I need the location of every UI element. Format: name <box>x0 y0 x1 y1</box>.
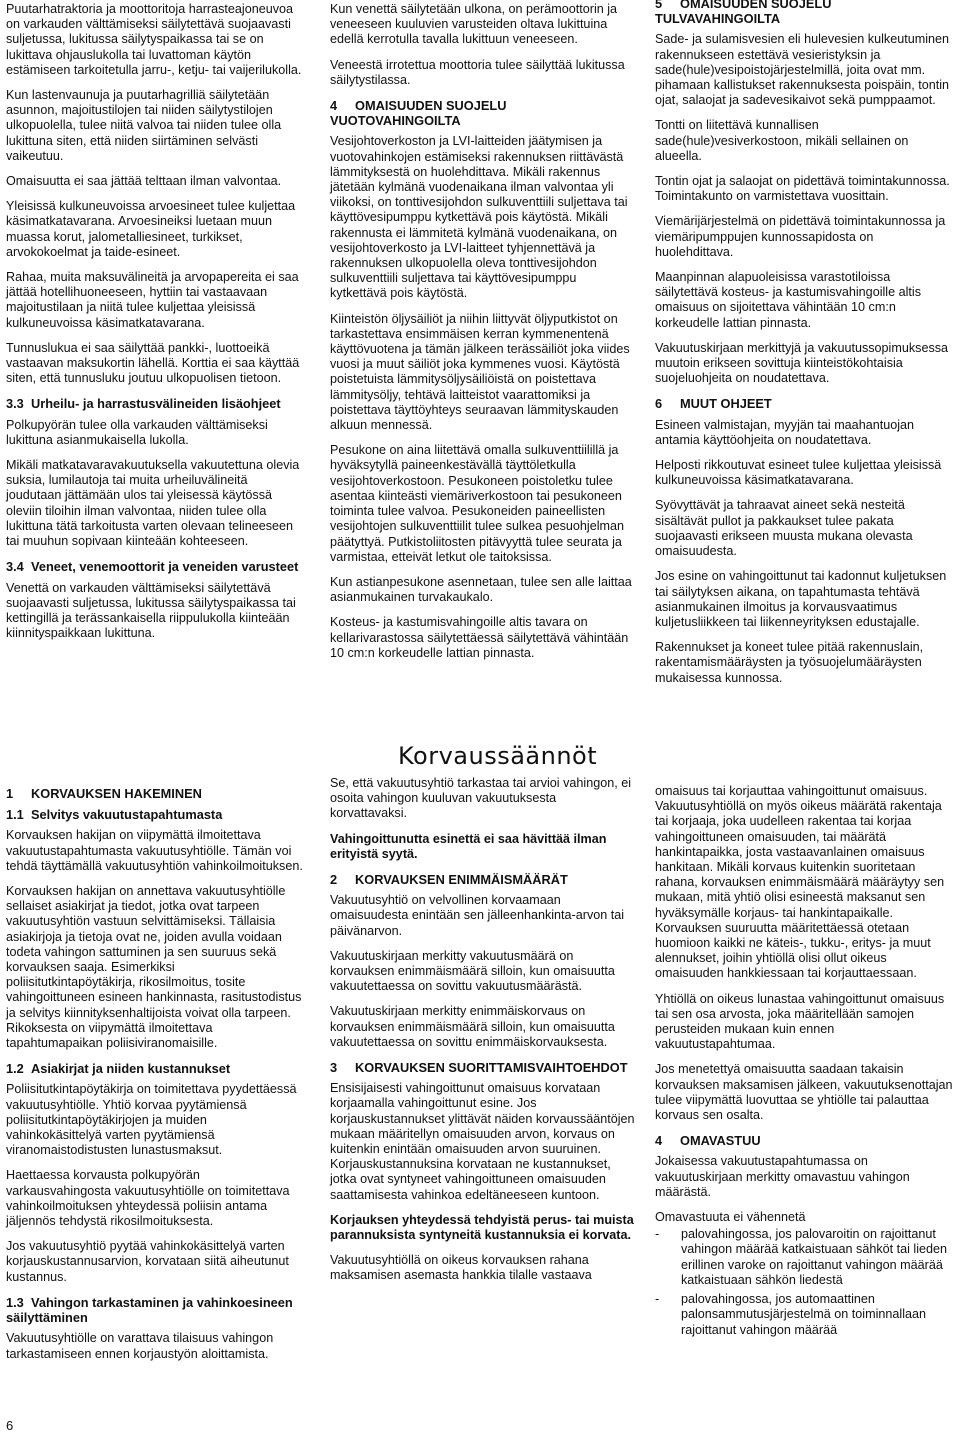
paragraph: Tunnuslukua ei saa säilyttää pankki-, luottoeikä vastaavan maksukortin lähellä. Korttia ei saa käyttää siten, että tunnusluku joutuu ulkopuolisen tietoon. <box>6 340 300 386</box>
heading-title: MUUT OHJEET <box>680 396 772 412</box>
heading-title: OMAISUUDEN SUOJELU VUOTOVAHINGOILTA <box>330 98 507 129</box>
paragraph: Kun astianpesukone asennetaan, tulee sen alle laittaa asianmukainen turvakaukalo. <box>330 574 632 605</box>
section-heading-4-omavastuu <box>655 1133 955 1148</box>
paragraph: Korvauksen hakijan on annettava vakuutusyhtiölle sellaiset asiakirjat ja tiedot, jotka ovat tarpeen vakuutusyhtiön vastuun selvittämiseksi. Tällaisia asiakirjoja ja tietoja ovat ne, joiden avulla voidaan todeta vahingon sattuminen ja sen suuruus sekä korvauksen saaja. Esimerkiksi poliisitutkintapöytäkirja, rikosilmoitus, tosite vahingoittuneen esineen hankinnasta, rasitustodistus ja selvitys kiinnityksenhaltijoista voivat olla tarpeen. Rikoksesta on viipymättä ilmoitettava tapahtumapaikan poliisiviranomaisille. <box>6 884 302 1051</box>
paragraph: Mikäli matkatavaravakuutuksella vakuutettuna olevia suksia, lumilautoja tai muita urheiluvälineitä joudutaan jättämään ulos tai yleisessä käytössä oleviin tiloihin ilman valvontaa, niiden tulee olla lukittuna tätä tarkoitusta varten olevaan telineeseen tai muuhun sopivaan kiinteään kohteeseen. <box>6 458 300 549</box>
paragraph: Vakuutuskirjaan merkitty enimmäiskorvaus on korvauksen enimmäismäärä silloin, kun omaisuutta vakuutettaessa on sovittu enimmäiskorvauksesta. <box>330 1004 615 1049</box>
paragraph: Syövyttävät ja tahraavat aineet sekä nesteitä sisältävät pullot ja pakkaukset tulee pakata suojaavasti erikseen muusta mukana olevasta omaisuudesta. <box>655 498 913 559</box>
paragraph: Rakennukset ja koneet tulee pitää rakennuslain, rakentamismääräysten ja työsuojelumääräysten mukaisessa kunnossa. <box>655 640 924 685</box>
paragraph: Yhtiöllä on oikeus lunastaa vahingoittunut omaisuus tai sen osa arvosta, joka määritellään samojen perusteiden mukaan kuin ennen vakuutustapahtumaa. <box>655 991 945 1052</box>
heading-title: KORVAUKSEN ENIMMÄISMÄÄRÄT <box>355 872 568 888</box>
paragraph: Venettä on varkauden välttämiseksi säilytettävä suojaavasti suljetussa, lukitussa säilytyspaikassa tai kettingillä ja terässankaisella riippulukolla kiinteään kiinnityspaikkaan lukittuna. <box>6 580 296 641</box>
heading-title: Asiakirjat ja niiden kustannukset <box>31 1061 231 1077</box>
list-dash: - <box>655 1292 660 1307</box>
top-column-2 <box>330 2 635 671</box>
paragraph: Rahaa, muita maksuvälineitä ja arvopapereita ei saa jättää hotellihuoneeseen, hyttiin tai vastaavaan majoitustilaan ja niitä tulee kuljettaa yleisissä kulkuneuvoissa käsimatkatavarana. <box>6 270 299 330</box>
heading-number: 4 <box>655 1133 663 1149</box>
list-item-text: palovahingossa, jos palovaroitin on rajoittanut vahingon määrää katkaistuaan sähköt tai lieden erillinen varoke on rajoittanut vahingon määrää katkaistuaan sähkön liedestä <box>681 1227 948 1287</box>
paragraph-bold: Vahingoittunutta esinettä ei saa hävittää ilman erityistä syytä. <box>330 831 607 861</box>
heading-title: OMAISUUDEN SUOJELU TULVAVAHINGOILTA <box>655 0 832 27</box>
bottom-column-3 <box>655 784 955 1342</box>
heading-number: 1.3 <box>6 1294 24 1310</box>
bottom-column-1 <box>6 786 306 1372</box>
heading-number: 3 <box>330 1060 338 1076</box>
paragraph: Tontti on liitettävä kunnallisen sade(hule)vesiverkostoon, mikäli sellainen on alueella. <box>655 118 909 163</box>
paragraph: Se, että vakuutusyhtiö tarkastaa tai arvioi vahingon, ei osoita vahingon kuuluvan vakuutuksesta korvattavaksi. <box>330 776 632 821</box>
heading-number: 1 <box>6 786 14 801</box>
paragraph: Omavastuuta ei vähennetä <box>655 1210 806 1225</box>
section-heading-3 <box>330 1060 635 1075</box>
paragraph: Maanpinnan alapuoleisissa varastotiloissa säilytettävä kosteus- ja kastumisvahingoille altis omaisuus on sijoitettava vähintään 10 cm:n korkeudelle lattian pinnasta. <box>655 270 921 330</box>
section-heading-2 <box>330 872 635 887</box>
section-heading-4 <box>330 98 635 128</box>
top-column-1 <box>6 2 306 651</box>
section-heading-1-3 <box>6 1295 306 1325</box>
paragraph: Poliisitutkintapöytäkirja on toimitettava pyydettäessä vakuutusyhtiölle. Yhtiö korvaa pyytämiensä poliisitutkintapöytäkirjojen ja muiden vahinkokäsittelyä varten pyytämiensä viranomaistodistusten lunastusmaksut. <box>6 1082 297 1158</box>
section-heading-6 <box>655 396 955 411</box>
section-heading-3-4 <box>6 559 306 574</box>
heading-title: Urheilu- ja harrastusvälineiden lisäohjeet <box>31 396 281 412</box>
paragraph: Helposti rikkoutuvat esineet tulee kuljettaa yleisissä kulkuneuvoissa käsimatkatavarana. <box>655 458 942 488</box>
heading-number: 3.4 <box>6 559 24 575</box>
paragraph: Jokaisessa vakuutustapahtumassa on vakuutuskirjaan merkitty omavastuu vahingon määrästä. <box>655 1154 910 1199</box>
heading-title: KORVAUKSEN HAKEMINEN <box>31 786 202 801</box>
list-item <box>655 1227 955 1288</box>
paragraph: Vesijohtoverkoston ja LVI-laitteiden jäätymisen ja vuotovahinkojen estämiseksi rakennuksen riittävästä lämmityksestä on huolehdittava. Mikäli rakennus jätetään kylmänä vuodenaikana ilman valvontaa yli viikoksi, on tonttivesijohdon sulkuventtiili suljettava tai käyttövesipumppu kytkettävä pois käytöstä. Mikäli rakennusta ei lämmitetä kylmänä vuodenaikana, on vesijohtoverkosto ja LVI-laitteet tyhjennettävä ja rakennuksen ulkopuolella oleva tonttivesijohdon sulkuventtiili suljettava tai käyttövesipumppu kytkettävä pois käytöstä. <box>330 134 628 301</box>
heading-title: Vahingon tarkastaminen ja vahinkoesineen säilyttäminen <box>6 1294 293 1326</box>
heading-number: 3.3 <box>6 396 24 412</box>
paragraph: Viemärijärjestelmä on pidettävä toimintakunnossa ja viemäripumppujen kunnossapidosta on huolehdittava. <box>655 214 946 259</box>
paragraph: Vakuutusyhtiölle on varattava tilaisuus vahingon tarkastamiseen ennen korjaustyön aloittamista. <box>6 1331 274 1361</box>
paragraph: omaisuus tai korjauttaa vahingoittunut omaisuus. Vakuutusyhtiöllä on myös oikeus määrätä rakentaja tai korjaaja, joka uudelleen rakentaa tai korjaa vahingoittuneen omaisuuden, tai määrätä hankintapaikka, josta vastaavanlainen omaisuus hankitaan. Mikäli korvaus kuitenkin suoritetaan rahana, korvauksen enimmäismäärä määräytyy sen mukaan, mitä yhtiö olisi esineestä maksanut sen hyväksymälle korjaus- tai hankintapaikalle. Korvauksen suuruutta määritettäessä otetaan huomioon kaikki ne käteis-, tukku-, eritys- ja muut alennukset, joihin yhtiöllä olisi ollut oikeus omaisuuden hankkiessaan tai korjauttaessaan. <box>655 784 945 981</box>
page-number: 6 <box>6 1418 14 1433</box>
paragraph: Yleisissä kulkuneuvoissa arvoesineet tulee kuljettaa käsimatkatavarana. Arvoesineiksi luetaan muun muassa korut, jalometalliesineet, turkikset, arvokokoelmat ja taide-esineet. <box>6 199 296 259</box>
top-column-3 <box>655 0 955 696</box>
heading-number: 6 <box>655 396 663 412</box>
heading-number: 5 <box>655 0 663 11</box>
paragraph: Tontin ojat ja salaojat on pidettävä toimintakunnossa. Toimintakunto on varmistettava vuosittain. <box>655 174 950 204</box>
paragraph: Vakuutuskirjaan merkittyjä ja vakuutussopimuksessa muutoin erikseen sovittuja kiinteistökohtaisia suojeluohjeita on noudatettava. <box>655 340 949 386</box>
paragraph: Puutarhatraktoria ja moottoritoja harrasteajoneuvoa on varkauden välttämiseksi säilytettävä suojaavasti suljetussa, lukitussa säilytyspaikassa tai se on lukittava ohjauslukolla tai luvattoman käytön estämiseen tarkoitetulla jarru-, ketju- tai vaijerilukolla. <box>6 2 302 77</box>
paragraph: Esineen valmistajan, myyjän tai maahantuojan antamia käyttöohjeita on noudatettava. <box>655 417 915 447</box>
paragraph: Vakuutuskirjaan merkitty vakuutusmäärä on korvauksen enimmäismäärä silloin, kun omaisuutta vakuutettaessa on sovittu vakuutusmäärästä. <box>330 948 615 994</box>
paragraph: Omaisuutta ei saa jättää telttaan ilman valvontaa. <box>6 174 282 189</box>
heading-title: OMAVASTUU <box>680 1133 761 1149</box>
list-dash: - <box>655 1227 660 1242</box>
paragraph: Kiinteistön öljysäiliöt ja niihin liittyvät öljyputkistot on tarkastettava ensimmäisen kerran kymmenentenä käyttövuotena ja tämän jälkeen terässäiliöt joka viides vuosi ja muut säiliöt joka kymmenes vuosi. Käytöstä poistetuista lämmitysöljysäiliöistä on poistettava lämmitysöljy, tehtävä laitteistot vaarattomiksi ja poistettava täyttöyhteys seuraavan lämmityskauden alkuun mennessä. <box>330 311 630 433</box>
paragraph: Veneestä irrotettua moottoria tulee säilyttää lukitussa säilytystilassa. <box>330 57 625 87</box>
paragraph: Korvauksen hakijan on viipymättä ilmoitettava vakuutustapahtumasta vakuutusyhtiölle. Tämän voi tehdä täyttämällä vakuutusyhtiön vahinkoilmoituksen. <box>6 828 303 873</box>
bottom-column-2 <box>330 776 635 1294</box>
heading-number: 4 <box>330 98 338 114</box>
paragraph: Ensisijaisesti vahingoittunut omaisuus korvataan korjaamalla vahingoittunut esine. Jos korjauskustannukset ylittävät näiden korvaussääntöjen mukaan määritellyn omaisuuden arvon, korvaus on kuitenkin enintään omaisuuden arvon suuruinen. Korjauskustannuksina korvataan ne kustannukset, jotka ovat syntyneet vahingoittuneen omaisuuden saattamisesta vahinkoa edeltäneeseen kuntoon. <box>330 1081 635 1202</box>
paragraph: Kun lastenvaunuja ja puutarhagrilliä säilytetään asunnon, majoitustilojen tai niiden säilytystilojen ulkopuolella, tulee niitä valvoa tai niiden tulee olla lukittuna siten, että niiden siirtäminen selvästi vaikeutuu. <box>6 88 282 163</box>
page-section-title: Korvaussäännöt <box>398 742 598 770</box>
heading-title: KORVAUKSEN SUORITTAMISVAIHTOEHDOT <box>355 1060 628 1076</box>
section-heading-1-2 <box>6 1061 306 1076</box>
heading-title: Selvitys vakuutustapahtumasta <box>31 807 223 823</box>
paragraph: Polkupyörän tulee olla varkauden välttämiseksi lukittuna asianmukaisella lukolla. <box>6 417 268 447</box>
paragraph-bold: Korjauksen yhteydessä tehdyistä perus- tai muista parannuksista syntyneitä kustannuksia ei korvata. <box>330 1212 634 1243</box>
paragraph: Kosteus- ja kastumisvahingoille altis tavara on kellarivarastossa säilytettäessä säilytettävä vähintään 10 cm:n korkeudelle lattian pinnasta. <box>330 615 629 660</box>
paragraph: Kun venettä säilytetään ulkona, on perämoottorin ja veneeseen kuuluvien varusteiden oltava lukittuina edellä kerrotulla tavalla lukittuun veneeseen. <box>330 2 618 47</box>
section-heading-5 <box>655 0 955 26</box>
section-heading-1 <box>6 786 306 801</box>
heading-number: 2 <box>330 872 338 888</box>
paragraph: Jos vakuutusyhtiö pyytää vahinkokäsittelyä varten korjauskustannusarvion, korvataan siitä aiheutunut kustannus. <box>6 1239 289 1284</box>
paragraph: Vakuutusyhtiö on velvollinen korvaamaan omaisuudesta enintään sen jälleenhankinta-arvon tai päivänarvon. <box>330 893 625 938</box>
heading-number: 1.2 <box>6 1061 24 1077</box>
section-heading-3-3 <box>6 396 306 411</box>
paragraph: Pesukone on aina liitettävä omalla sulkuventtiilillä ja hyväksytyllä paineenkestävällä täyttöletkulla vesijohtoverkostoon. Pesukoneen poistoletku tulee asentaa kiinteästi viemäriverkostoon tai pesukoneen toiminta tulee valvoa. Pesukoneiden paineellisten vesijohtojen sulkuventtiilit tulee sulkea pesuohjelman päätyttyä. Putkistoliitosten pitävyyttä tulee seurata ja varmistaa, etteivät letkut ole taitoksissa. <box>330 443 625 564</box>
paragraph: Jos menetettyä omaisuutta saadaan takaisin korvauksen maksamisen jälkeen, vakuutuksenottajan tulee viipymättä luovuttaa se yhtiölle tai palauttaa korvaus sen osalta. <box>655 1062 953 1123</box>
list-item <box>655 1292 955 1338</box>
list-item-text: palovahingossa, jos automaattinen palonsammutusjärjestelmä on toiminnallaan rajoittanut vahingon määrää <box>681 1292 927 1337</box>
paragraph: Vakuutusyhtiöllä on oikeus korvauksen rahana maksamisen asemasta hankkia tilalle vastaava <box>330 1253 592 1283</box>
paragraph: Haettaessa korvausta polkupyörän varkausvahingosta vakuutusyhtiölle on toimitettava vahinkoilmoituksen yhteydessä poliisin antama jäljennös tehdystä rikosilmoituksesta. <box>6 1168 290 1229</box>
heading-number: 1.1 <box>6 807 24 823</box>
section-heading-1-1 <box>6 807 306 822</box>
paragraph: Jos esine on vahingoittunut tai kadonnut kuljetuksen tai säilytyksen aikana, on tapahtumasta tehtävä asianmukainen ilmoitus ja korvausvaatimus kuljetusliikkeen tai liikenneyrityksen edustajalle. <box>655 569 947 629</box>
paragraph: Sade- ja sulamisvesien eli hulevesien kulkeutuminen rakennukseen estettävä vesieristyksin ja sade(hule)vesipoistojärjestelmillä, joita ovat mm. pihamaan kallistukset rakennuksesta poispäin, tontin ojat, salaojat ja sadevesikaivot sekä pumppaamot. <box>655 32 950 108</box>
heading-title: Veneet, venemoottorit ja veneiden varusteet <box>31 559 299 575</box>
